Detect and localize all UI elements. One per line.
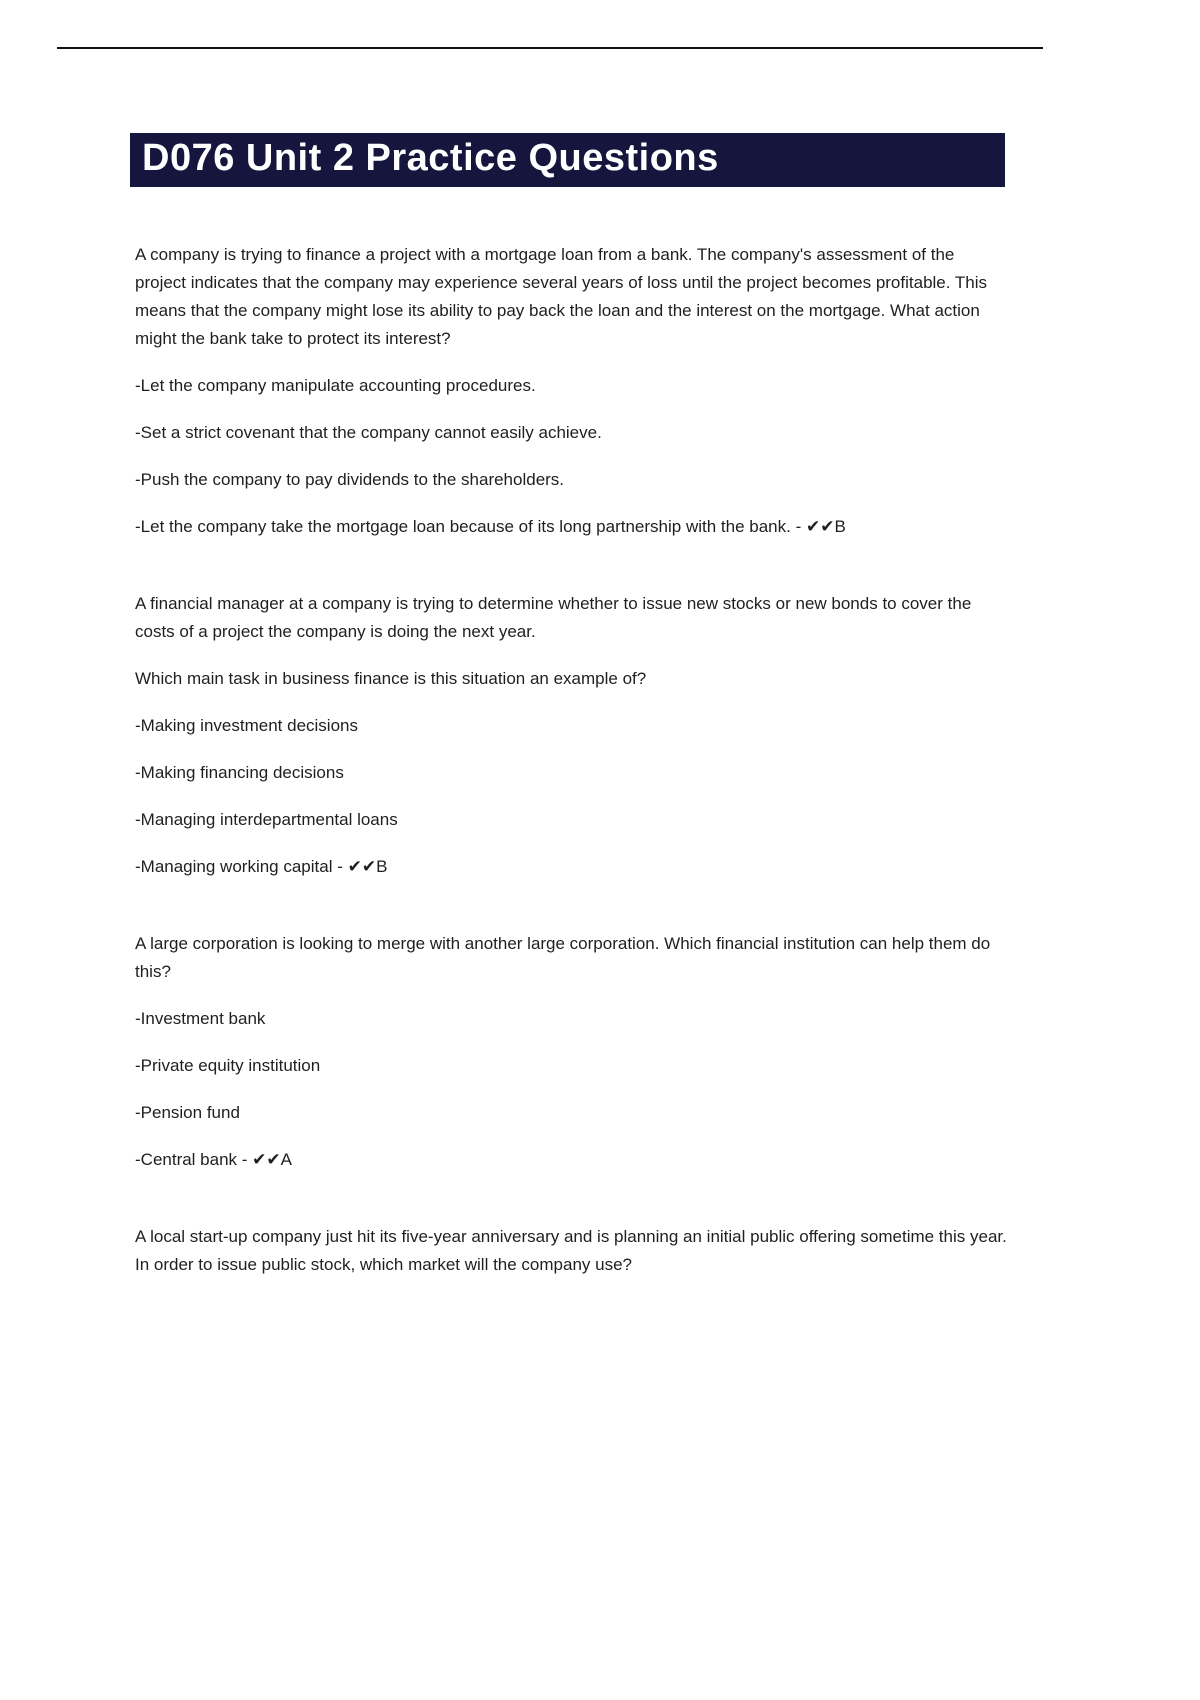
question-prompt: A company is trying to finance a project with a mortgage loan from a bank. The company's assessment of the project indicates that the company may experience several years of loss until the project becomes profitable. This means that the company might lose its ability to pay back the loan and the interest on the mortgage. What action might the bank take to protect its interest? [135,245,992,348]
question-prompt: A local start-up company just hit its five-year anniversary and is planning an initial public offering sometime this year. In order to issue public stock, which market will the company use? [135,1227,1012,1274]
question-block-2 [135,590,1010,881]
answer-option: -Managing interdepartmental loans [135,810,398,829]
answer-option-correct: -Central bank - ✔✔A [135,1150,292,1169]
question-block-1 [135,241,1010,541]
answer-option: -Pension fund [135,1103,240,1122]
page-title: D076 Unit 2 Practice Questions [130,133,1005,187]
answer-option: -Private equity institution [135,1056,321,1075]
question-prompt: Which main task in business finance is this situation an example of? [135,669,647,688]
question-prompt: A financial manager at a company is trying to determine whether to issue new stocks or new bonds to cover the costs of a project the company is doing the next year. [135,594,977,641]
answer-option-correct: -Managing working capital - ✔✔B [135,857,388,876]
answer-option: -Making investment decisions [135,716,358,735]
question-block-3 [135,930,1010,1174]
question-block-4 [135,1223,1010,1279]
top-horizontal-rule [57,47,1043,49]
answer-option: -Let the company manipulate accounting procedures. [135,376,536,395]
question-prompt: A large corporation is looking to merge with another large corporation. Which financial institution can help them do this? [135,934,995,981]
document-content [135,133,1010,1298]
answer-option: -Set a strict covenant that the company cannot easily achieve. [135,423,602,442]
answer-option-correct: -Let the company take the mortgage loan because of its long partnership with the bank. - ✔✔B [135,517,846,536]
answer-option: -Investment bank [135,1009,266,1028]
answer-option: -Making financing decisions [135,763,344,782]
answer-option: -Push the company to pay dividends to the shareholders. [135,470,565,489]
